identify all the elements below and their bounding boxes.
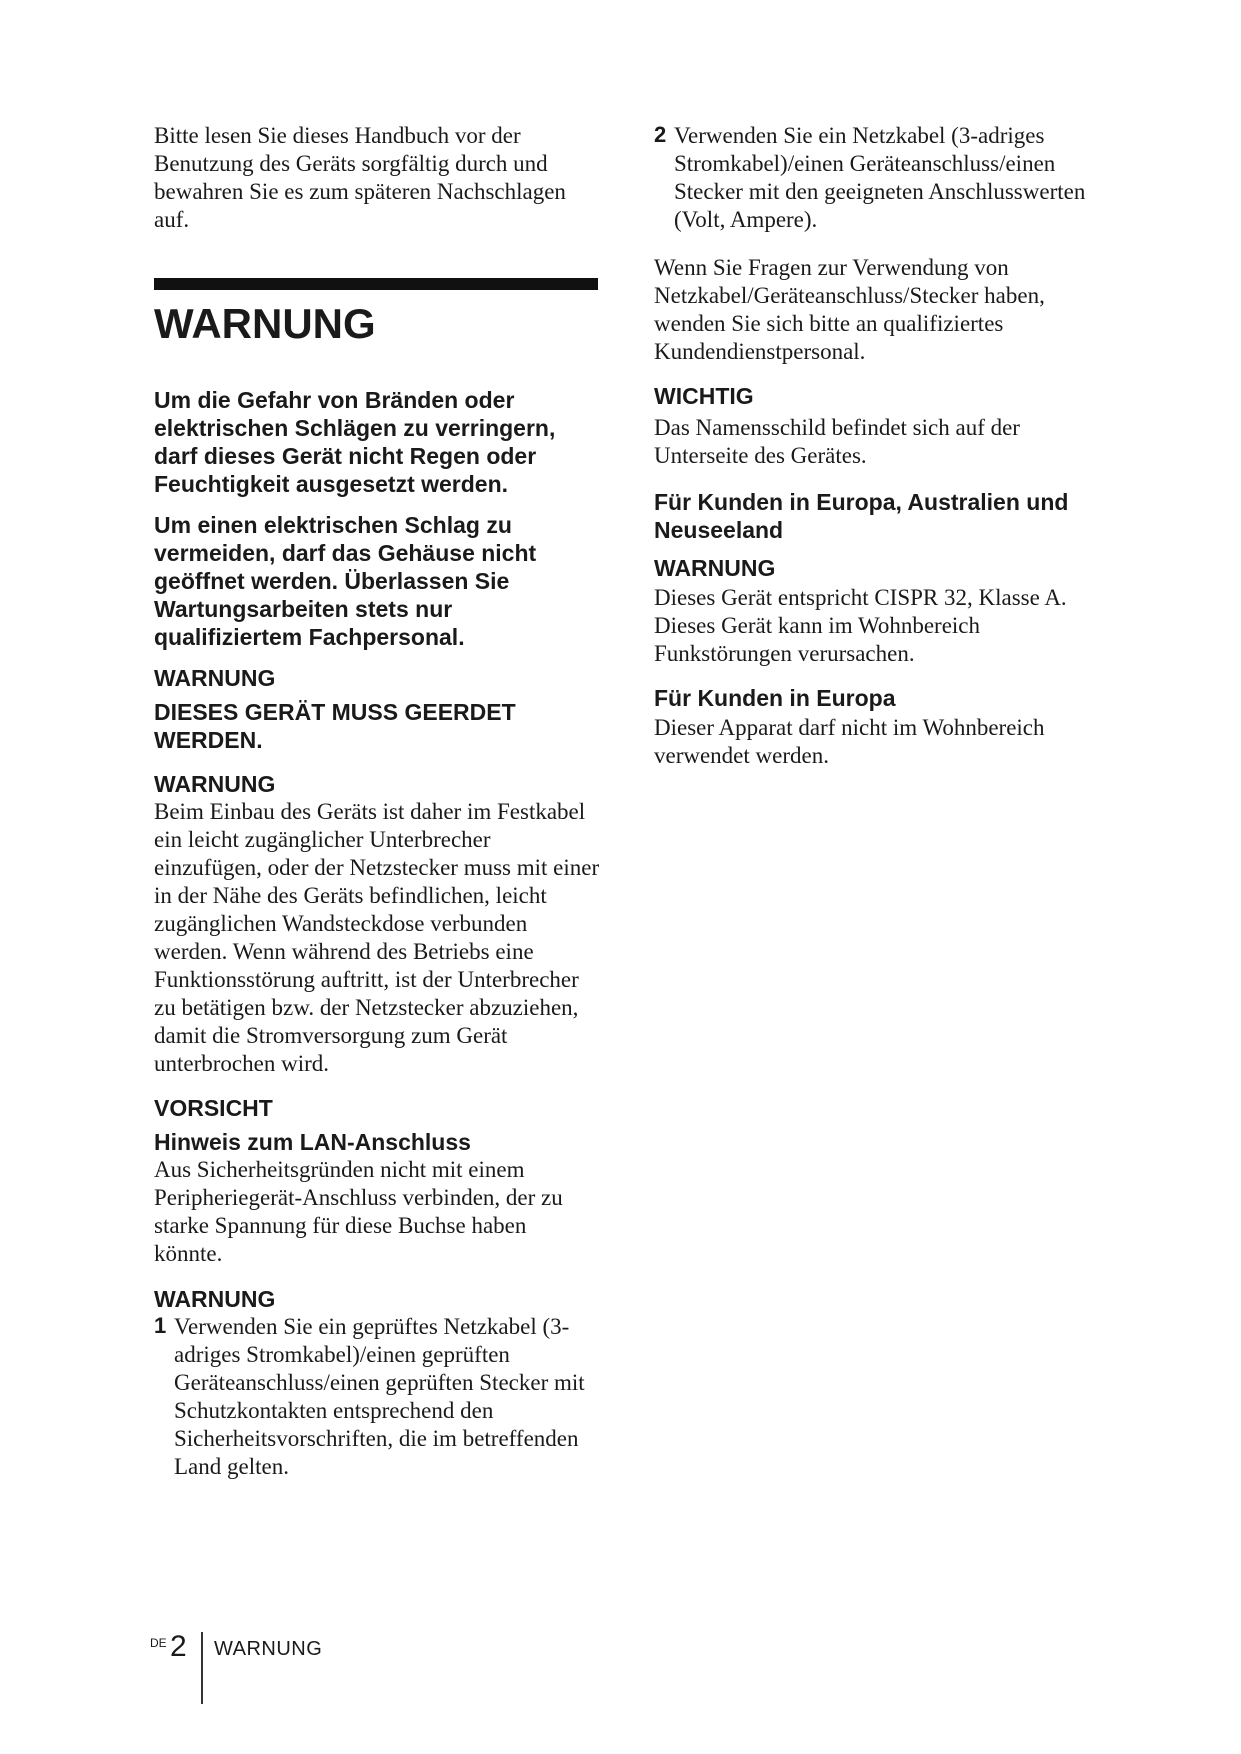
lan-paragraph: Aus Sicherheitsgründen nicht mit einem Peripheriegerät-Anschluss verbinden, der zu starke Spannung für diese Buchse haben könnte. (154, 1157, 563, 1266)
language-code: DE (150, 1636, 167, 1650)
fire-shock-warning: Um die Gefahr von Bränden oder elektrischen Schlägen zu verringern, darf dieses Gerät nicht Regen oder Feuchtigkeit ausgesetzt werden. (154, 387, 556, 497)
warning-heading: WARNUNG (154, 665, 276, 691)
residential-paragraph: Dieser Apparat darf nicht im Wohnbereich verwendet werden. (654, 715, 1045, 768)
list-number: 2 (654, 122, 667, 147)
grounding-subheading: DIESES GERÄT MUSS GEERDET WERDEN. (154, 699, 516, 753)
questions-paragraph: Wenn Sie Fragen zur Verwendung von Netzkabel/Geräteanschluss/Stecker haben, wenden Sie sich bitte an qualifiziertes Kundendienstpersonal. (654, 255, 1045, 364)
list-item-text: Verwenden Sie ein Netzkabel (3-adriges Stromkabel)/einen Geräteanschluss/einen Stecker mit den geeigneten Anschlusswerten (Volt, Ampere). (674, 123, 1086, 232)
breaker-paragraph: Beim Einbau des Geräts ist daher im Festkabel ein leicht zugänglicher Unterbrecher einzufügen, oder der Netzstecker muss mit einer in der Nähe des Geräts befindlichen, leicht zugänglichen Wandsteckdose verbunden werden. Wenn während des Betriebs eine Funktionsstörung auftritt, ist der Unterbrecher zu betätigen bzw. der Netzstecker abzuziehen, damit die Stromversorgung zum Gerät unterbrochen wird. (154, 799, 600, 1076)
lan-subheading: Hinweis zum LAN-Anschluss (154, 1129, 471, 1155)
footer-section-title: WARNUNG (214, 1638, 323, 1660)
intro-paragraph: Bitte lesen Sie dieses Handbuch vor der Benutzung des Geräts sorgfältig durch und bewahren Sie es zum späteren Nachschlagen auf. (154, 123, 566, 232)
cispr-paragraph: Dieses Gerät entspricht CISPR 32, Klasse A. Dieses Gerät kann im Wohnbereich Funkstörungen verursachen. (654, 585, 1067, 666)
list-number: 1 (154, 1313, 167, 1338)
page-number: 2 (170, 1630, 187, 1663)
list-item (154, 1313, 600, 1481)
title-rule (154, 278, 598, 290)
housing-warning: Um einen elektrischen Schlag zu vermeiden, darf das Gehäuse nicht geöffnet werden. Überlassen Sie Wartungsarbeiten stets nur qualifiziertem Fachpersonal. (154, 512, 537, 650)
eu-heading: Für Kunden in Europa (654, 685, 896, 711)
list-item-text: Verwenden Sie ein geprüftes Netzkabel (3-adriges Stromkabel)/einen geprüften Geräteanschluss/einen geprüften Stecker mit Schutzkontakten entsprechend den Sicherheitsvorschriften, die im betreffenden Land gelten. (174, 1314, 585, 1479)
warning-heading: WARNUNG (154, 1286, 276, 1312)
eu-au-nz-heading: Für Kunden in Europa, Australien und Neuseeland (654, 489, 1069, 543)
left-column (154, 122, 600, 1481)
warning-heading: WARNUNG (154, 771, 276, 797)
warning-heading: WARNUNG (654, 555, 776, 581)
right-column (654, 122, 1094, 770)
page-title: WARNUNG (154, 300, 376, 347)
list-item (654, 122, 1094, 234)
footer-divider (201, 1632, 203, 1704)
nameplate-paragraph: Das Namensschild befindet sich auf der Unterseite des Gerätes. (654, 415, 1020, 468)
important-heading: WICHTIG (654, 383, 754, 409)
caution-heading: VORSICHT (154, 1095, 273, 1121)
